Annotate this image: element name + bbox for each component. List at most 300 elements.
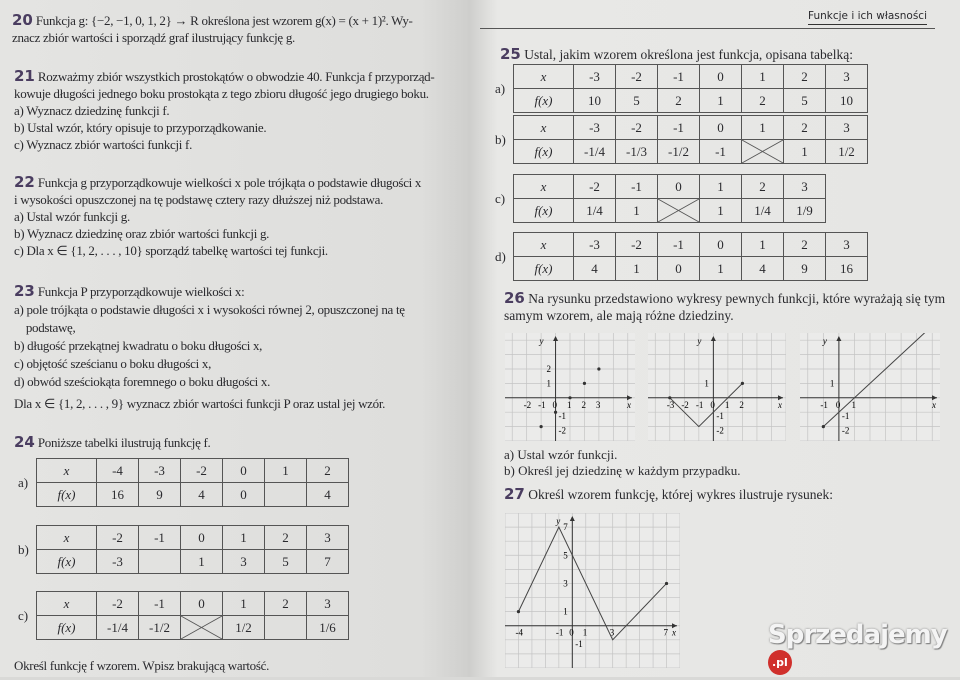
cell-value: -2 [589,178,600,194]
row-header: x [37,592,97,616]
table-cell [97,616,139,640]
table-cell [265,616,307,640]
table-cell [784,89,826,113]
text-line: samym wzorem, ale mają różne dziedziny. [504,308,734,323]
table-cell [700,116,742,140]
text-line: c) objętość sześcianu o boku długości x, [14,356,212,371]
cell-value: -1 [715,143,726,159]
exercise-26-tasks [504,447,740,479]
text-line: b) długość przekątnej kwadratu o boku długości x, [14,338,263,353]
table-cell [742,233,784,257]
text-line: b) Wyznacz dziedzinę oraz zbiór wartości funkcji g. [14,226,270,241]
table-row [514,175,826,199]
table-cell [658,257,700,281]
table-cell [784,116,826,140]
table-cell [574,116,616,140]
table-cell [307,550,349,574]
text-line: Ustal, jakim wzorem określona jest funkcja, opisana tabelką: [524,47,854,62]
cell-value: -3 [589,236,600,252]
running-header: Funkcje i ich własności [808,10,927,25]
x-tick-label: -1 [555,627,564,638]
x-tick-label: 7 [663,627,669,638]
cell-value: 2 [282,595,289,611]
header-rule [480,28,935,29]
cell-value: 7 [324,553,331,569]
table-cell [97,592,139,616]
text-line: Funkcja g przyporządkowuje wielkości x pole trójkąta o podstawie długości x [37,175,422,190]
exercise-number: 27 [504,485,525,503]
x-axis-label: x [778,399,782,410]
cell-value: 4 [198,486,205,502]
table-cell [223,483,265,507]
x-tick-label: 0 [710,399,715,410]
table-row [514,116,868,140]
exercise-number: 25 [500,45,521,63]
x-tick-label: -2 [681,399,689,410]
cell-value: 0 [675,260,682,276]
cell-value: 0 [198,595,205,611]
table-row [37,483,349,507]
cell-value: -2 [631,119,642,135]
y-axis-arrow [553,336,558,341]
exercise-24-instruction: Określ funkcję f wzorem. Wpisz brakującą wartość. [14,658,270,673]
exercise-23 [14,282,405,413]
text-line: d) obwód sześciokąta foremnego o boku długości x. [14,374,271,389]
x-tick-label: -1 [538,399,546,410]
table-cell [616,140,658,164]
value-table [513,232,868,281]
table-cell [223,550,265,574]
table-label: a) [495,81,506,96]
text-line: Określ wzorem funkcję, której wykres ilustruje rysunek: [528,487,834,502]
exercise-number: 20 [12,11,33,29]
text-line: i wysokości opuszczonej na tę podstawę cztery razy dłuższej niż podstawa. [14,192,384,207]
cell-value: 2 [282,529,289,545]
crossed-cell [742,140,784,164]
crossed-cell [658,199,700,223]
cell-value: 1 [759,68,766,84]
text-line: b) Określ jej dziedzinę w każdym przypadku. [504,463,741,478]
text-line: a) Ustal wzór funkcji. [504,447,618,462]
table-cell [826,116,868,140]
text-line: c) Wyznacz zbiór wartości funkcji f. [14,137,193,152]
cell-value: -3 [589,68,600,84]
table-row [514,140,868,164]
table-cell [97,550,139,574]
x-tick-label: 1 [582,627,588,638]
table-cell [139,459,181,483]
cell-value: 0 [717,68,724,84]
cell-value: 0 [240,462,247,478]
function-graph [505,513,680,668]
cell-value: 0 [675,178,682,194]
cell-value: -1 [673,236,684,252]
cell-value: 9 [801,260,808,276]
row-header: f(x) [514,199,574,223]
data-point [583,382,586,385]
x-tick-label: -4 [515,627,523,638]
table-cell [658,233,700,257]
cell-value: -3 [589,119,600,135]
table-cell [658,140,700,164]
row-header: x [37,459,97,483]
x-tick-label: 0 [569,627,574,638]
y-tick-label: 7 [563,522,568,533]
x-tick-label: -1 [695,399,704,410]
text-line: a) pole trójkąta o podstawie długości x i wysokości równej 2, opuszczonej na tę [14,302,405,317]
cell-value: 2 [801,236,808,252]
table-cell [700,199,742,223]
cell-value: 10 [840,92,853,108]
data-point [668,396,671,399]
table-cell [700,89,742,113]
table-cell [307,483,349,507]
cell-value: -3 [112,553,123,569]
cell-value: 0 [717,236,724,252]
row-header: x [514,175,574,199]
watermark-badge: .pl [768,650,792,675]
cell-value: 3 [324,595,331,611]
cell-value: -1 [154,595,165,611]
table-cell [223,459,265,483]
value-table [36,591,349,640]
cell-value: 3 [324,529,331,545]
table-cell [265,483,307,507]
cell-value: 2 [324,462,331,478]
y-tick-label: 2 [546,364,552,374]
cell-value: -3 [154,462,165,478]
exercise-26 [504,290,945,324]
table-cell [223,616,265,640]
table-cell [826,140,868,164]
y-tick-label: -2 [716,425,724,436]
cell-value: 1/6 [319,619,336,635]
exercise-number: 21 [14,67,35,85]
y-tick-label: -1 [716,411,724,422]
text-line: Funkcja g: {−2, −1, 0, 1, 2} → R określona jest wzorem g(x) = (x + 1)². Wy- [35,13,413,28]
x-tick-label: -3 [666,399,675,410]
table-cell [223,592,265,616]
table-cell [784,233,826,257]
table-cell [307,459,349,483]
y-tick-label: 1 [704,378,709,389]
cell-value: -1 [673,68,684,84]
table-cell [826,233,868,257]
table-cell [658,116,700,140]
table-row [37,616,349,640]
text-line: a) Ustal wzór funkcji g. [14,209,130,224]
watermark-logo [768,620,960,680]
cell-value: 1 [759,236,766,252]
exercise-21 [14,68,434,153]
table-cell [574,65,616,89]
table-cell [307,526,349,550]
cell-value: -2 [196,462,207,478]
table-cell [616,175,658,199]
y-axis-label: y [822,336,827,346]
y-tick-label: -1 [558,411,567,422]
table-row [37,526,349,550]
cell-value: 3 [843,119,850,135]
table-cell [658,65,700,89]
table-cell [742,257,784,281]
cell-value: -1 [631,178,642,194]
row-header: f(x) [514,257,574,281]
table-cell [742,116,784,140]
table-label: a) [18,475,29,490]
cell-value: -1 [154,529,165,545]
cell-value: 1/4 [586,202,603,218]
cell-value: -1 [673,119,684,135]
table-label: b) [495,132,506,147]
x-axis-label: x [627,399,631,410]
table-cell [574,233,616,257]
y-axis-label: y [697,336,702,346]
cell-value: 3 [843,68,850,84]
table-cell [616,199,658,223]
x-tick-label: 0 [552,399,558,410]
table-cell [574,140,616,164]
y-axis-label: y [539,336,544,346]
cell-value: 1 [240,529,247,545]
text-line: b) Ustal wzór, który opisuje to przyporządkowanie. [14,120,267,135]
cell-value: 16 [840,260,853,276]
cell-value: 5 [801,92,808,108]
crossed-cell [181,616,223,640]
data-point [741,382,744,385]
table-cell [700,65,742,89]
text-line: Na rysunku przedstawiono wykresy pewnych funkcji, które wyrażają się tym [528,291,946,306]
y-tick-label: 5 [563,550,568,561]
table-row [37,459,349,483]
cell-value: 1 [198,553,205,569]
cell-value: 1 [717,202,724,218]
table-cell [181,592,223,616]
cell-value: 1/2 [235,619,252,635]
table-cell [223,526,265,550]
left-page [0,0,468,677]
y-axis-arrow [570,516,575,521]
data-point [822,425,825,428]
table-cell [139,592,181,616]
cell-value: 0 [240,486,247,502]
value-table [513,174,826,223]
cell-value: -2 [631,68,642,84]
cell-value: 3 [240,553,247,569]
function-graph [648,333,786,441]
table-cell [307,592,349,616]
data-point [540,425,543,428]
cell-value: 0 [717,119,724,135]
cell-value: 2 [759,92,766,108]
cell-value: 1 [282,462,289,478]
y-axis-arrow [711,336,716,341]
row-header: x [514,65,574,89]
cell-value: 16 [111,486,124,502]
y-axis-label: y [556,516,561,526]
x-tick-label: 1 [567,399,572,410]
exercise-22 [14,174,421,259]
y-tick-label: 1 [563,606,568,617]
x-axis-label: x [672,627,676,638]
data-point [597,367,600,370]
function-graph [800,333,940,441]
table-cell [616,233,658,257]
x-tick-label: 2 [739,399,744,410]
cell-value: 4 [591,260,598,276]
table-cell [181,550,223,574]
y-tick-label: -1 [575,638,583,649]
function-graph [505,333,635,441]
table-label: b) [18,542,29,557]
cell-value: 4 [759,260,766,276]
table-cell [574,89,616,113]
table-cell [616,116,658,140]
table-cell [139,483,181,507]
cell-value: 10 [588,92,601,108]
exercise-number: 22 [14,173,35,191]
y-tick-label: 3 [563,578,568,589]
y-axis-arrow [836,336,841,341]
table-cell [265,459,307,483]
cell-value: 1 [717,92,724,108]
text-line: c) Dla x ∈ {1, 2, . . . , 10} sporządź tabelkę wartości tej funkcji. [14,243,328,258]
table-cell [307,616,349,640]
table-cell [97,483,139,507]
row-header: x [514,233,574,257]
table-cell [700,257,742,281]
cell-value: 1 [759,119,766,135]
table-cell [658,89,700,113]
table-cell [658,175,700,199]
table-cell [97,526,139,550]
y-tick-label: -2 [841,425,850,436]
exercise-24 [14,434,210,451]
table-cell [784,175,826,199]
row-header: f(x) [514,140,574,164]
value-table [513,64,868,113]
text-line: kowuje długości jednego boku prostokąta z tego zbioru długość jego drugiego boku. [14,86,429,101]
exercise-27 [504,486,833,503]
x-tick-label: -2 [523,399,532,410]
row-header: f(x) [514,89,574,113]
x-tick-label: 1 [724,399,730,410]
data-point [568,396,571,399]
exercise-number: 26 [504,289,525,307]
cell-value: -2 [631,236,642,252]
data-point [554,411,557,414]
text-line: znacz zbiór wartości i sporządź graf ilustrujący funkcję g. [12,30,295,45]
table-row [514,65,868,89]
cell-value: 1/2 [838,143,855,159]
cell-value: 3 [801,178,808,194]
data-point [665,582,668,585]
table-cell [784,199,826,223]
cell-value: -1/2 [668,143,689,159]
cell-value: 2 [759,178,766,194]
table-cell [742,89,784,113]
cell-value: 0 [198,529,205,545]
text-line: podstawę, [25,320,76,335]
table-cell [181,459,223,483]
y-tick-label: -2 [558,425,567,436]
exercise-20 [12,12,413,46]
cell-value: 1/9 [796,202,813,218]
cell-value: 1/4 [754,202,771,218]
exercise-number: 23 [14,282,35,300]
table-label: d) [495,249,506,264]
y-tick-label: 1 [829,378,835,389]
x-tick-label: 1 [851,399,856,410]
table-row [514,233,868,257]
x-tick-label: 0 [835,399,841,410]
x-tick-label: -1 [820,399,828,410]
row-header: x [37,526,97,550]
cell-value: 3 [843,236,850,252]
table-cell [784,257,826,281]
x-tick-label: 3 [609,627,615,638]
cell-value: 1 [801,143,808,159]
table-cell [139,550,181,574]
table-cell [139,526,181,550]
table-cell [265,592,307,616]
cell-value: 5 [282,553,289,569]
cell-value: -1/2 [149,619,170,635]
table-cell [616,89,658,113]
data-point [517,610,520,613]
table-cell [181,483,223,507]
text-line: Rozważmy zbiór wszystkich prostokątów o obwodzie 40. Funkcja f przyporząd- [37,69,435,84]
row-header: f(x) [37,550,97,574]
table-cell [265,550,307,574]
table-cell [139,616,181,640]
table-row [514,89,868,113]
cell-value: 2 [675,92,682,108]
cell-value: 5 [633,92,640,108]
cell-value: -1/3 [626,143,647,159]
row-header: f(x) [37,616,97,640]
table-row [37,592,349,616]
cell-value: -1/4 [107,619,128,635]
x-tick-label: 3 [595,399,601,410]
cell-value: 1 [240,595,247,611]
cell-value: 1 [717,260,724,276]
cell-value: 1 [633,260,640,276]
table-cell [826,89,868,113]
x-tick-label: 2 [581,399,586,410]
text-line: Poniższe tabelki ilustrują funkcję f. [37,435,211,450]
y-tick-label: -1 [841,411,850,422]
table-cell [265,526,307,550]
y-tick-label: 1 [546,378,552,389]
cell-value: 2 [801,119,808,135]
cell-value: 1 [717,178,724,194]
x-axis-label: x [932,399,936,410]
text-line: Dla x ∈ {1, 2, . . . , 9} wyznacz zbiór wartości funkcji P oraz ustal jej wzór. [14,396,386,411]
table-row [514,257,868,281]
table-cell [700,233,742,257]
value-table [36,458,349,507]
table-cell [574,199,616,223]
table-cell [616,65,658,89]
table-cell [784,65,826,89]
text-line: Funkcja P przyporządkowuje wielkości x: [37,284,245,299]
row-header: f(x) [37,483,97,507]
table-cell [742,65,784,89]
exercise-25 [500,46,853,63]
table-label: c) [495,191,506,206]
value-table [36,525,349,574]
